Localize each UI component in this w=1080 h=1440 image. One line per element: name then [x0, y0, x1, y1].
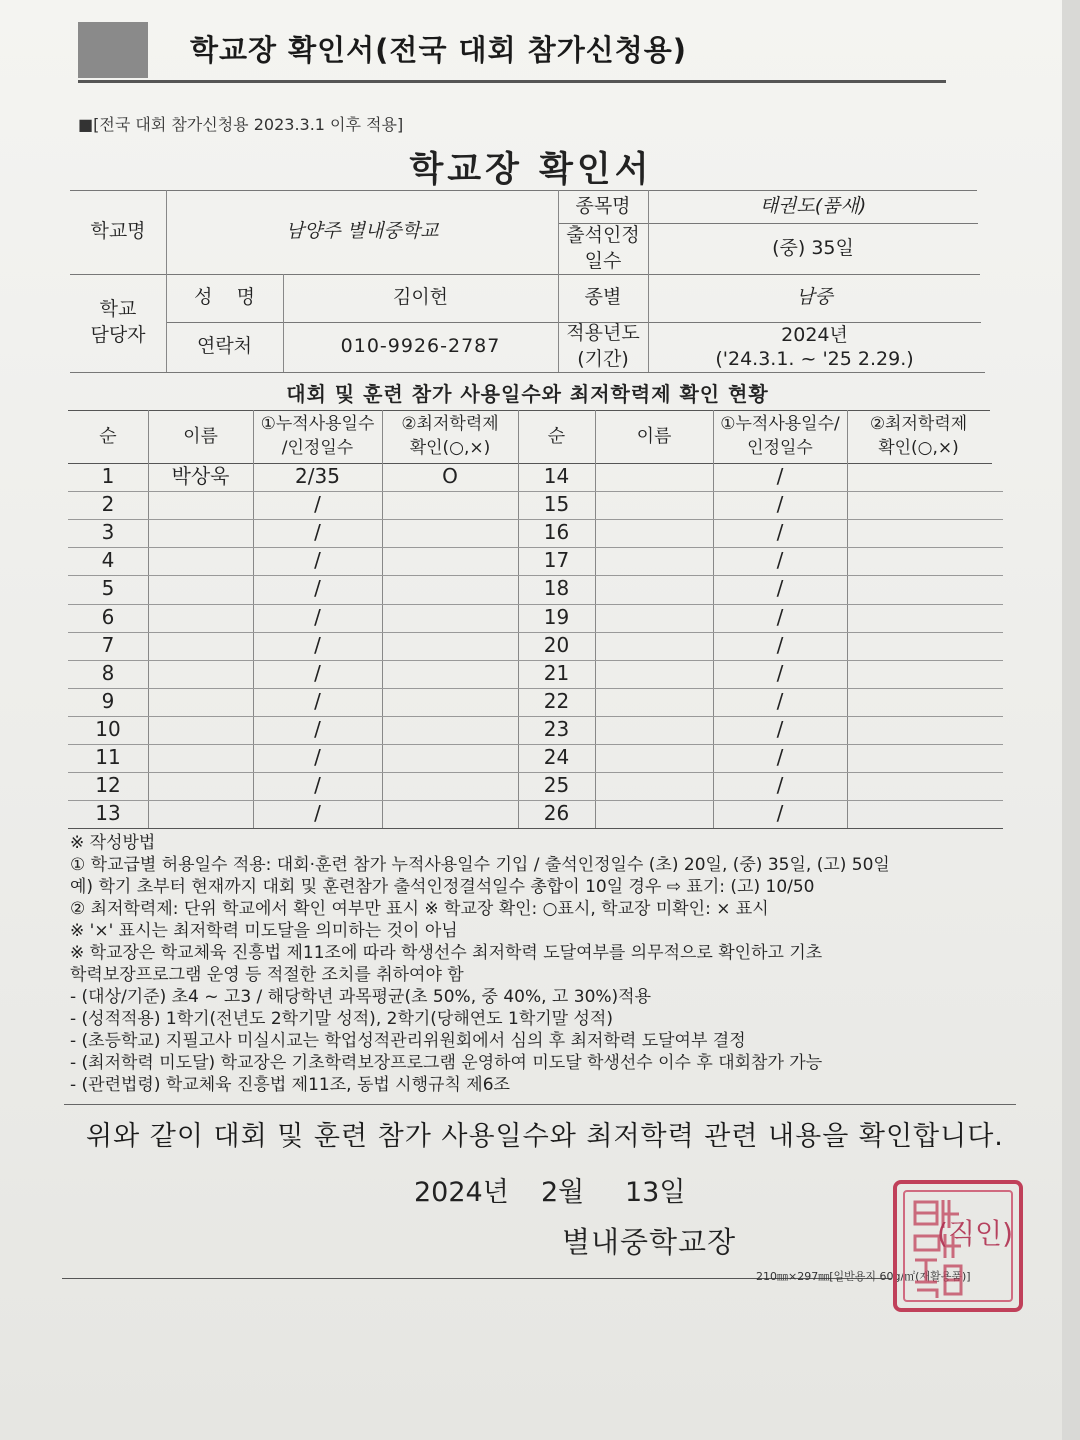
table-cell-name	[595, 688, 713, 715]
table-cell-days: /	[776, 801, 784, 825]
name-value: 김이헌	[392, 286, 449, 309]
table-cell-name	[148, 716, 253, 743]
school-seal	[893, 1180, 1023, 1312]
table-cell-no: 21	[543, 661, 570, 685]
table-cell-no: 25	[543, 773, 570, 797]
table-cell-days: /	[314, 633, 321, 657]
sport-value: 태권도(품새)	[759, 194, 867, 217]
table-cell-days: /	[314, 801, 321, 825]
header-gray-block	[78, 22, 148, 78]
table-cell-no: 17	[543, 548, 570, 572]
th-no-right: 순	[547, 425, 566, 447]
table-cell-check	[847, 547, 990, 574]
table-cell-no: 5	[101, 576, 115, 600]
table-cell-name	[148, 744, 253, 771]
table-cell-check	[847, 716, 990, 743]
table-cell-days: /	[776, 492, 784, 516]
table-cell-check	[847, 772, 990, 799]
table-cell-check	[847, 463, 990, 490]
table-cell-days: /	[776, 520, 784, 544]
table-cell-no: 19	[543, 605, 570, 629]
table-cell-no: 16	[543, 520, 570, 544]
table-cell-no: 14	[543, 464, 570, 488]
table-cell-name	[595, 772, 713, 799]
table-cell-days: /	[776, 773, 784, 797]
note-line: - (성적적용) 1학기(전년도 2학기말 성적), 2학기(당해연도 1학기말 성적)	[70, 1009, 613, 1029]
year-value: 2024년	[781, 324, 848, 346]
table-cell-name	[148, 772, 253, 799]
table-cell-name	[148, 491, 253, 518]
note-line: - (최저학력 미도달) 학교장은 기초학력보장프로그램 운영하여 미도달 학생선수 이수 후 대회참가 가능	[70, 1053, 823, 1073]
table-cell-name	[148, 519, 253, 546]
table-cell-name: 박상욱	[171, 464, 230, 488]
table-cell-name	[148, 604, 253, 631]
header-title: 학교장 확인서(전국 대회 참가신청용)	[190, 33, 688, 67]
table-cell-days: /	[314, 492, 321, 516]
table-cell-no: 23	[543, 717, 570, 741]
table-cell-name	[595, 463, 713, 490]
table-cell-name	[595, 632, 713, 659]
th-days-right: ①누적사용일수/ 인정일수	[720, 413, 840, 458]
manager-label: 학교 담당자	[90, 298, 146, 346]
table-cell-days: /	[314, 689, 321, 713]
table-cell-check	[382, 491, 518, 518]
th-check-left: ②최저학력제 확인(○,×)	[401, 413, 499, 458]
table-cell-days: /	[776, 605, 784, 629]
period-value: ('24.3.1. ~ '25 2.29.)	[715, 348, 914, 370]
table-cell-name	[148, 632, 253, 659]
note-line: ※ 학교장은 학교체육 진흥법 제11조에 따라 학생선수 최저학력 도달여부를 의무적으로 확인하고 기초	[70, 943, 823, 963]
note-line: - (관련법령) 학교체육 진흥법 제11조, 동법 시행규칙 제6조	[70, 1075, 510, 1095]
table-cell-check	[382, 688, 518, 715]
table-cell-days: /	[314, 520, 321, 544]
table-cell-name	[595, 491, 713, 518]
note-line: 학력보장프로그램 운영 등 적절한 조치를 취하여야 함	[70, 965, 464, 985]
contact-label: 연락처	[196, 335, 253, 358]
table-cell-check	[847, 519, 990, 546]
principal-name: 별내중학교장	[562, 1225, 737, 1259]
table-cell-no: 24	[543, 745, 570, 769]
date-month: 2월	[541, 1177, 585, 1208]
table-cell-check	[382, 604, 518, 631]
table-cell-days: /	[314, 605, 321, 629]
sport-label: 종목명	[575, 194, 631, 217]
document-title: 학교장 확인서	[409, 150, 653, 190]
table-cell-name	[595, 604, 713, 631]
table-cell-check	[382, 716, 518, 743]
table-cell-check	[382, 800, 518, 827]
table-cell-no: 9	[101, 689, 115, 713]
table-cell-check	[847, 575, 990, 602]
table-cell-check	[847, 800, 990, 827]
table-cell-no: 10	[95, 717, 121, 741]
table-cell-no: 7	[101, 633, 115, 657]
note-line: ※ 작성방법	[70, 833, 156, 853]
table-cell-name	[595, 547, 713, 574]
table-cell-check	[847, 744, 990, 771]
table-cell-check	[847, 491, 990, 518]
table-cell-name	[148, 688, 253, 715]
table-cell-name	[595, 716, 713, 743]
paper-size-note: 210㎜×297㎜[일반용지 60g/㎡(재활용품)]	[756, 1270, 971, 1283]
gender-label: 종별	[584, 286, 622, 309]
table-cell-days: /	[776, 745, 784, 769]
note-line: - (초등학교) 지필고사 미실시교는 학업성적관리위원회에서 심의 후 최저학력 도달여부 결정	[70, 1031, 746, 1051]
name-label: 성 명	[194, 286, 255, 309]
year-label: 적용년도 (기간)	[566, 322, 640, 370]
table-cell-days: /	[776, 717, 784, 741]
table-bottom-line	[68, 828, 1003, 829]
table-cell-no: 4	[101, 548, 115, 572]
table-cell-check	[847, 632, 990, 659]
table-cell-days: /	[776, 633, 784, 657]
table-cell-days: /	[314, 745, 321, 769]
table-cell-name	[148, 800, 253, 827]
th-name-left: 이름	[183, 425, 218, 447]
table-cell-check	[382, 744, 518, 771]
attend-label: 출석인정 일수	[566, 223, 640, 272]
header-divider	[78, 80, 946, 83]
table-cell-check	[847, 688, 990, 715]
table-cell-no: 3	[101, 520, 115, 544]
th-name-right: 이름	[636, 425, 672, 447]
attend-value: (중) 35일	[772, 236, 854, 259]
table-cell-name	[595, 800, 713, 827]
table-cell-check	[847, 660, 990, 687]
table-cell-no: 20	[543, 633, 570, 657]
th-no-left: 순	[99, 425, 117, 447]
table-cell-days: /	[314, 548, 321, 572]
table-cell-no: 12	[95, 773, 121, 797]
school-name-label: 학교명	[90, 220, 146, 243]
table-cell-check	[382, 660, 518, 687]
table-cell-days: /	[314, 576, 321, 600]
table-cell-name	[148, 575, 253, 602]
th-check-right: ②최저학력제 확인(○,×)	[869, 413, 968, 458]
note-line: ※ '×' 표시는 최저학력 미도달을 의미하는 것이 아님	[70, 921, 458, 941]
th-days-left: ①누적사용일수 /인정일수	[260, 413, 375, 458]
sub-note: ■[전국 대회 참가신청용 2023.3.1 이후 적용]	[78, 115, 404, 134]
table-cell-days: /	[314, 717, 321, 741]
table-cell-no: 13	[95, 801, 121, 825]
table-cell-days: /	[314, 773, 321, 797]
confirm-text: 위와 같이 대회 및 훈련 참가 사용일수와 최저학력 관련 내용을 확인합니다.	[86, 1121, 1004, 1152]
table-cell-name	[595, 660, 713, 687]
table-cell-check	[382, 632, 518, 659]
table-cell-days: /	[776, 576, 784, 600]
contact-value: 010-9926-2787	[340, 335, 501, 358]
section-title: 대회 및 훈련 참가 사용일수와 최저학력제 확인 현황	[286, 382, 769, 406]
table-cell-no: 1	[101, 464, 115, 488]
gender-value: 남중	[796, 286, 833, 309]
table-cell-days: /	[776, 464, 784, 488]
table-cell-no: 22	[543, 689, 570, 713]
table-cell-no: 18	[543, 576, 570, 600]
table-cell-name	[595, 744, 713, 771]
year-cell	[648, 322, 981, 372]
school-name-value: 남양주 별내중학교	[285, 220, 439, 243]
table-cell-days: /	[776, 548, 784, 572]
date-year: 2024년	[414, 1177, 509, 1208]
table-cell-no: 26	[543, 801, 570, 825]
table-cell-days: 2/35	[295, 464, 340, 488]
table-cell-days: /	[314, 661, 321, 685]
table-cell-name	[595, 575, 713, 602]
table-cell-check	[382, 575, 518, 602]
table-cell-no: 15	[543, 492, 570, 516]
note-line: ① 학교급별 허용일수 적용: 대회·훈련 참가 누적사용일수 기입 / 출석인정일수 (초) 20일, (중) 35일, (고) 50일	[70, 855, 890, 875]
table-cell-check	[847, 604, 990, 631]
table-cell-no: 8	[101, 661, 115, 685]
table-cell-days: /	[776, 689, 784, 713]
table-cell-check: O	[442, 464, 458, 488]
table-cell-name	[595, 519, 713, 546]
seal-text: (직인)	[937, 1217, 1013, 1250]
note-line: ② 최저학력제: 단위 학교에서 확인 여부만 표시 ※ 학교장 확인: ○표시, 학교장 미확인: × 표시	[70, 899, 769, 919]
info-line	[70, 372, 985, 373]
table-cell-check	[382, 519, 518, 546]
table-cell-no: 11	[95, 745, 121, 769]
table-cell-check	[382, 547, 518, 574]
table-cell-days: /	[776, 661, 784, 685]
note-line: 예) 학기 초부터 현재까지 대회 및 훈련참가 출석인정결석일수 총합이 10일 경우 ⇨ 표기: (고) 10/50	[70, 877, 815, 897]
table-cell-check	[382, 772, 518, 799]
writing-instructions	[70, 832, 1030, 1096]
table-cell-name	[148, 660, 253, 687]
table-cell-no: 6	[101, 605, 115, 629]
note-line: - (대상/기준) 초4 ~ 고3 / 해당학년 과목평균(초 50%, 중 40%, 고 30%)적용	[70, 987, 652, 1007]
date-day: 13일	[625, 1177, 686, 1208]
table-cell-name	[148, 547, 253, 574]
confirm-divider	[64, 1104, 1016, 1105]
table-cell-no: 2	[101, 492, 115, 516]
